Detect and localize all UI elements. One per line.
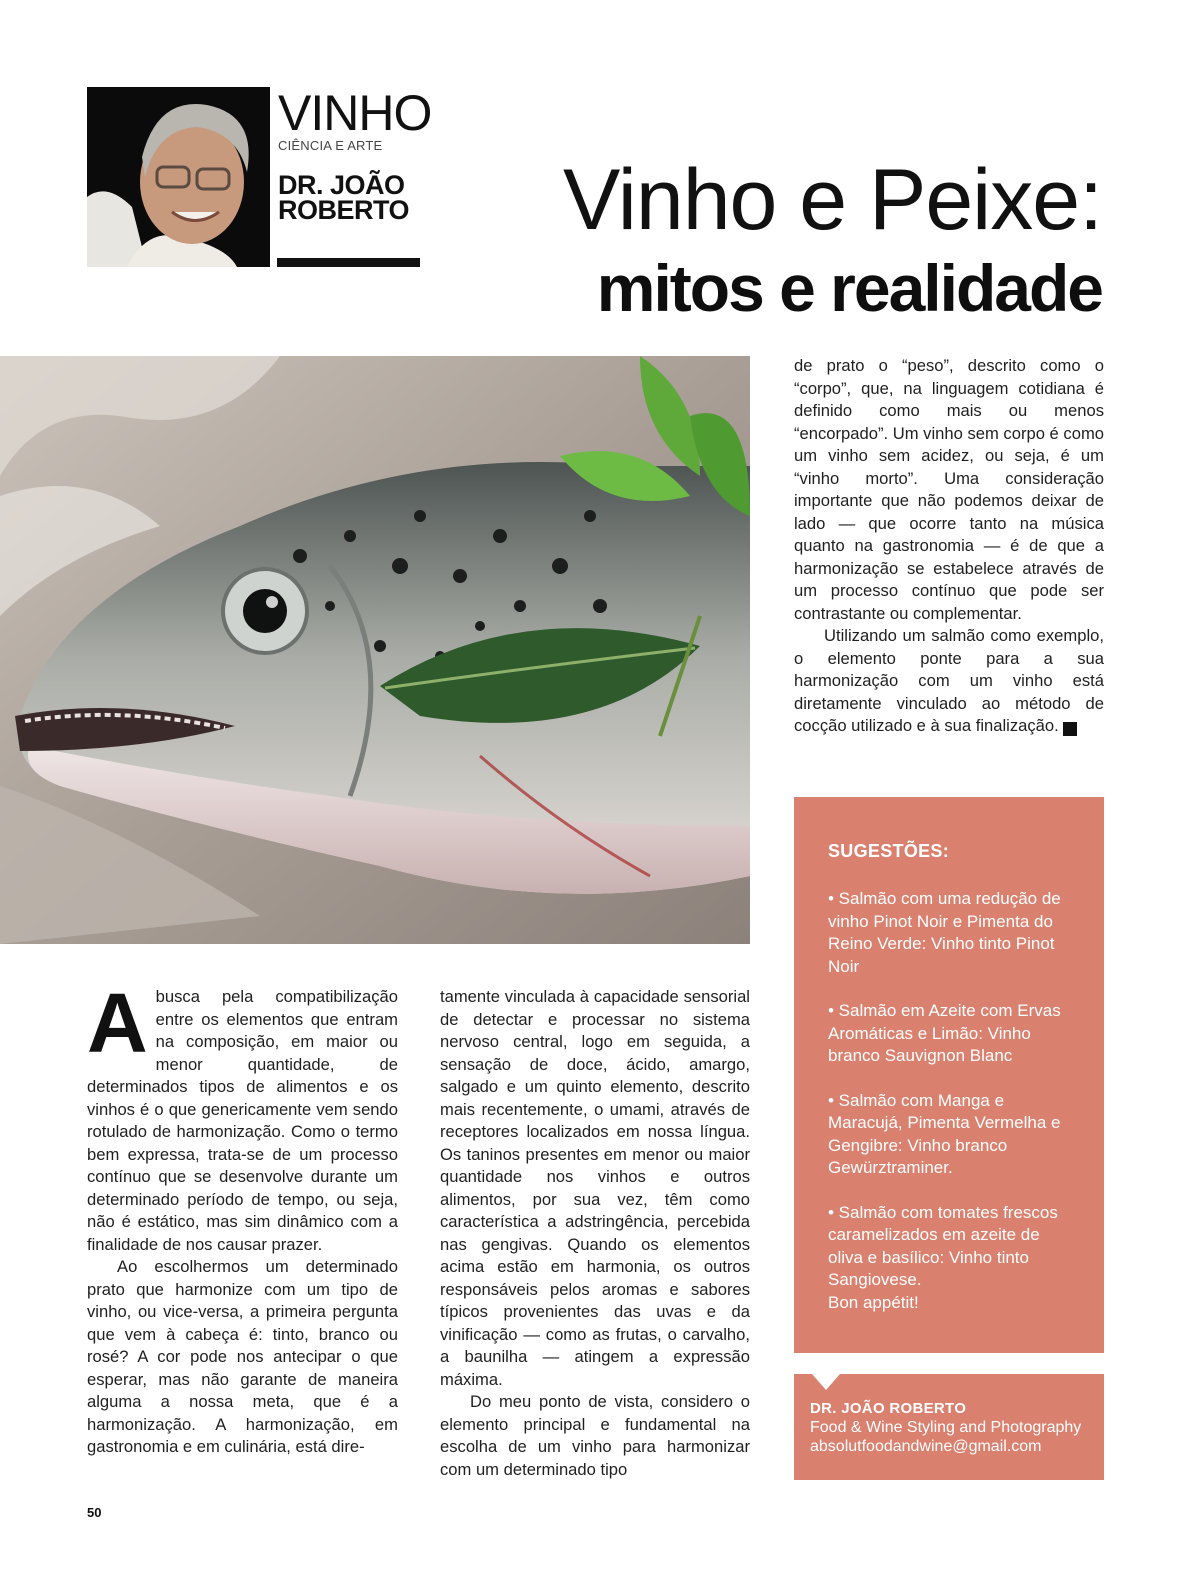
- suggestions-closing: Bon appétit!: [828, 1292, 919, 1312]
- page-number: 50: [87, 1505, 102, 1520]
- paragraph-4: [794, 625, 1104, 738]
- column-heading: [278, 85, 432, 225]
- suggestion-item: • Salmão com uma redução de vinho Pinot Noir e Pimenta do Reino Verde: Vinho tinto Pinot Noir: [828, 889, 1061, 976]
- paragraph-3-continued: de prato o “peso”, descrito como o “corpo”, que, na linguagem cotidiana é definido como mais ou menos “encorpado”. Um vinho sem corpo é como um vinho sem acidez, ou seja, é um “vinho morto”. Uma consideração importante que não podemos deixar de lado — que ocorre tanto na música quanto na gastronomia — é de que a harmonização se estabelece através de um processo contínuo que pode ser contrastante ou complementar.: [794, 356, 1104, 623]
- section-subtitle: CIÊNCIA E ARTE: [278, 138, 383, 153]
- author-box-notch: [812, 1374, 840, 1390]
- article-column-1: [87, 976, 398, 1459]
- end-of-article-icon: r: [1063, 722, 1077, 736]
- paragraph-2-continued: tamente vinculada à capacidade sensorial de detectar e processar no sistema nervoso central, logo em seguida, a sensação de doce, ácido, amargo, salgado e um quinto elemento, descrito mais recentemente, o umami, através de receptores localizados em nossa língua. Os taninos presentes em menor ou maior quantidade nos vinhos e outros alimentos, por sua vez, têm como característica a adstringência, percebida nas gengivas. Quando os elementos acima estão em harmonia, os outros responsáveis pelos aromas e sabores típicos provenientes das uvas e da vinificação — como as frutas, o carvalho, a baunilha — atingem a expressão máxima.: [440, 987, 750, 1389]
- columnist-name: [278, 170, 428, 225]
- section-title: VINHO: [278, 85, 432, 141]
- author-email: absolutfoodandwine@gmail.com: [810, 1438, 1042, 1455]
- paragraph-3: Do meu ponto de vista, considero o elemento principal e fundamental na escolha de um vinho para harmonizar com um determinado tipo: [440, 1392, 750, 1479]
- columnist-name-line1: DR. JOÃO: [278, 170, 405, 200]
- article-column-3: [794, 355, 1104, 738]
- suggestion-item: • Salmão com tomates frescos caramelizados em azeite de oliva e basílico: Vinho tinto Sangiovese.: [828, 1202, 1058, 1289]
- author-box: [794, 1374, 1104, 1480]
- author-role: Food & Wine Styling and Photography: [810, 1419, 1082, 1436]
- author-portrait: [87, 87, 270, 267]
- article-title: Vinho e Peixe:: [562, 152, 1102, 248]
- columnist-name-line2: ROBERTO: [278, 195, 410, 225]
- paragraph-1: [87, 976, 398, 1256]
- drop-cap: A: [87, 976, 148, 1070]
- salmon-photo: [0, 356, 750, 944]
- paragraph-2: Ao escolhermos um determinado prato que harmonize com um tipo de vinho, ou vice-versa, a primeira pergunta que vem à cabeça é: tinto, branco ou rosé? A cor pode nos antecipar o que esperar, mas não garante de maneira alguma a nossa meta, que é a harmonização. A harmonização, em gastronomia e em culinária, está dire-: [87, 1257, 398, 1456]
- article-column-2: [440, 986, 750, 1481]
- suggestion-item: • Salmão com Manga e Maracujá, Pimenta Vermelha e Gengibre: Vinho branco Gewürztraminer.: [828, 1090, 1061, 1177]
- paragraph-4-text: Utilizando um salmão como exemplo, o elemento ponte para a sua harmonização com um vinho está diretamente vinculado ao método de cocção utilizado e à sua finalização.: [794, 626, 1104, 735]
- suggestions-box: [794, 797, 1104, 1353]
- suggestion-item: • Salmão em Azeite com Ervas Aromáticas e Limão: Vinho branco Sauvignon Blanc: [828, 1001, 1061, 1065]
- paragraph-1-text: busca pela compatibilização entre os elementos que entram na composição, em maior ou menor quantidade, de determinados tipos de alimentos e os vinhos é o que genericamente vem sendo rotulado de harmonização. Como o termo bem expressa, trata-se de um processo contínuo que se desenvolve durante um determinado período de tempo, ou seja, não é estático, mas sim dinâmico com a finalidade de nos causar prazer.: [87, 987, 398, 1254]
- suggestions-title: SUGESTÕES:: [828, 841, 950, 861]
- article-subtitle: mitos e realidade: [596, 251, 1102, 325]
- header-divider: [277, 258, 420, 267]
- author-name: DR. JOÃO ROBERTO: [810, 1400, 967, 1417]
